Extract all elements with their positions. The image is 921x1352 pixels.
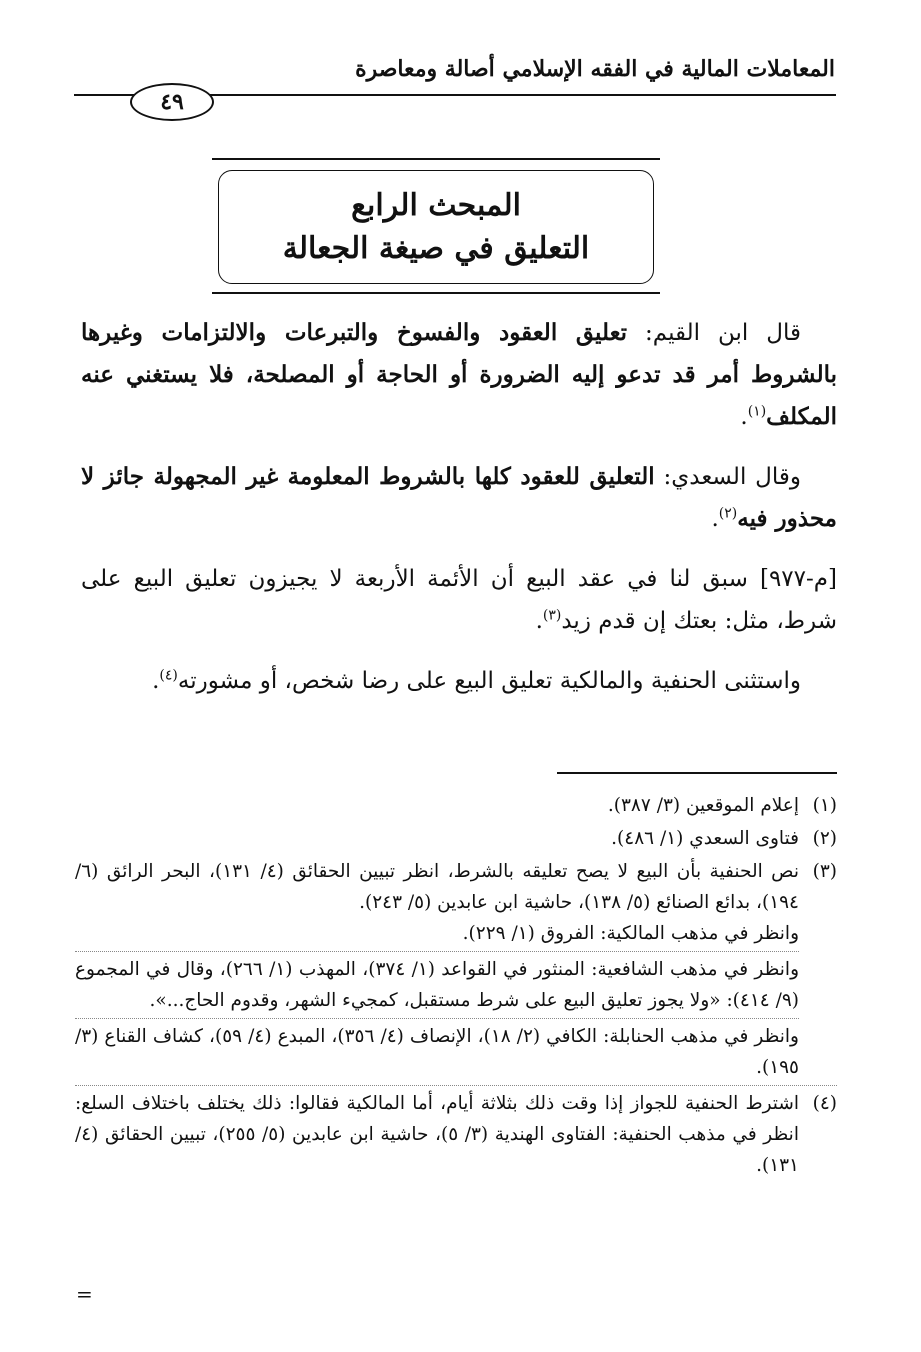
footnote-text: اشترط الحنفية للجواز إذا وقت ذلك بثلاثة أيام، أما المالكية فقالوا: ذلك يختلف باختلاف السلع: انظر في مذهب الحنفية: الفتاوى الهندية (٣/ ٥)، حاشية ابن عابدين (٥/ ٢٥٥)، تبيين الحقائق (٤/ ١٣١). (75, 1093, 799, 1176)
quoted-text: تعليق العقود والفسوخ والتبرعات والالتزامات وغيرها بالشروط أمر قد تدعو إليه الضرورة أو الحاجة أو المصلحة، فلا يستغني عنه المكلف (81, 319, 837, 430)
section-heading: المبحث الرابع (351, 188, 521, 223)
footnote-line-hanbali: وانظر في مذهب الحنابلة: الكافي (٢/ ١٨)، الإنصاف (٤/ ٣٥٦)، المبدع (٤/ ٥٩)، كشاف القناع (٣/ ١٩٥). (75, 1026, 799, 1078)
footnote-ref[interactable]: (٤) (159, 667, 178, 684)
paragraph-alsaadi: وقال السعدي: التعليق للعقود كلها بالشروط المعلومة غير المجهولة جائز لا محذور فيه$^{(٢)}$. (81, 463, 837, 532)
footnote-number: (٣) (812, 861, 837, 882)
running-header: المعاملات المالية في الفقه الإسلامي أصالة ومعاصرة (355, 56, 835, 82)
page-number: ٤٩ (160, 89, 184, 115)
paragraph-text: واستثنى الحنفية والمالكية تعليق البيع على رضا شخص، أو مشورته (177, 668, 801, 694)
footnote-ref[interactable]: (٣) (542, 607, 562, 624)
quoted-text: التعليق للعقود كلها بالشروط المعلومة غير المجهولة جائز لا محذور فيه (81, 463, 837, 532)
footnote-line-shafii: وانظر في مذهب الشافعية: المنثور في القواعد (١/ ٣٧٤)، المهذب (١/ ٢٦٦)، وقال في المجموع (٩/ ٤١٤): «ولا يجوز تعليق البيع على شرط مستقبل، كمجيء الشهر، وقدوم الحاج...». (75, 959, 800, 1011)
footnote-2 (75, 823, 837, 854)
section-title-frame (218, 170, 654, 284)
footnote-4 (75, 1088, 837, 1181)
footnote-number: (٤) (812, 1093, 837, 1114)
paragraph-issue-977: [م-٩٧٧] سبق لنا في عقد البيع أن الأئمة الأربعة لا يجيزون تعليق البيع على شرط، مثل: بعتك إن قدم زيد$^{(٣)}$. (81, 566, 837, 634)
footnote-number: (١) (812, 795, 837, 816)
footnote-ref[interactable]: (٢) (718, 505, 738, 522)
paragraph-text: [م-٩٧٧] سبق لنا في عقد البيع أن الأئمة الأربعة لا يجيزون تعليق البيع على شرط، مثل: بعتك إن قدم زيد (81, 566, 837, 634)
paragraph-ibn-alqayyim: قال ابن القيم: تعليق العقود والفسوخ والتبرعات والالتزامات وغيرها بالشروط أمر قد تدعو إليه الضرورة أو الحاجة أو المصلحة، فلا يستغني عنه المكلف$^{(١)}$. (81, 319, 837, 430)
paragraph-exception: واستثنى الحنفية والمالكية تعليق البيع على رضا شخص، أو مشورته$^{(٤)}$. (152, 667, 801, 694)
footnote-separator (75, 1085, 837, 1086)
footnote-text: فتاوى السعدي (١/ ٤٨٦). (611, 828, 799, 849)
footnote-separator (75, 951, 799, 952)
main-text (81, 312, 837, 720)
paragraph-lead: قال ابن القيم: (627, 320, 801, 346)
footnote-3 (75, 856, 837, 1083)
page-number-badge (130, 83, 214, 121)
paragraph-lead: وقال السعدي: (654, 464, 802, 490)
footnote-line-maliki: وانظر في مذهب المالكية: الفروق (١/ ٢٢٩). (462, 923, 799, 944)
footnote-separator (75, 1018, 799, 1019)
footnotes (75, 790, 837, 1183)
footnote-1 (75, 790, 837, 821)
section-title-box (212, 158, 660, 294)
footnote-text (75, 856, 799, 1083)
footnote-text: إعلام الموقعين (٣/ ٣٨٧). (607, 795, 799, 816)
section-subheading: التعليق في صيغة الجعالة (282, 231, 590, 266)
footnote-ref[interactable]: (١) (747, 403, 767, 420)
footnote-divider (557, 772, 837, 774)
continuation-mark: = (76, 1282, 93, 1306)
footnote-number: (٢) (812, 828, 837, 849)
footnote-line-hanafi: نص الحنفية بأن البيع لا يصح تعليقه بالشرط، انظر تبيين الحقائق (٤/ ١٣١)، البحر الرائق (٦/ ١٩٤)، بدائع الصنائع (٥/ ١٣٨)، حاشية ابن عابدين (٥/ ٢٤٣). (75, 861, 799, 913)
